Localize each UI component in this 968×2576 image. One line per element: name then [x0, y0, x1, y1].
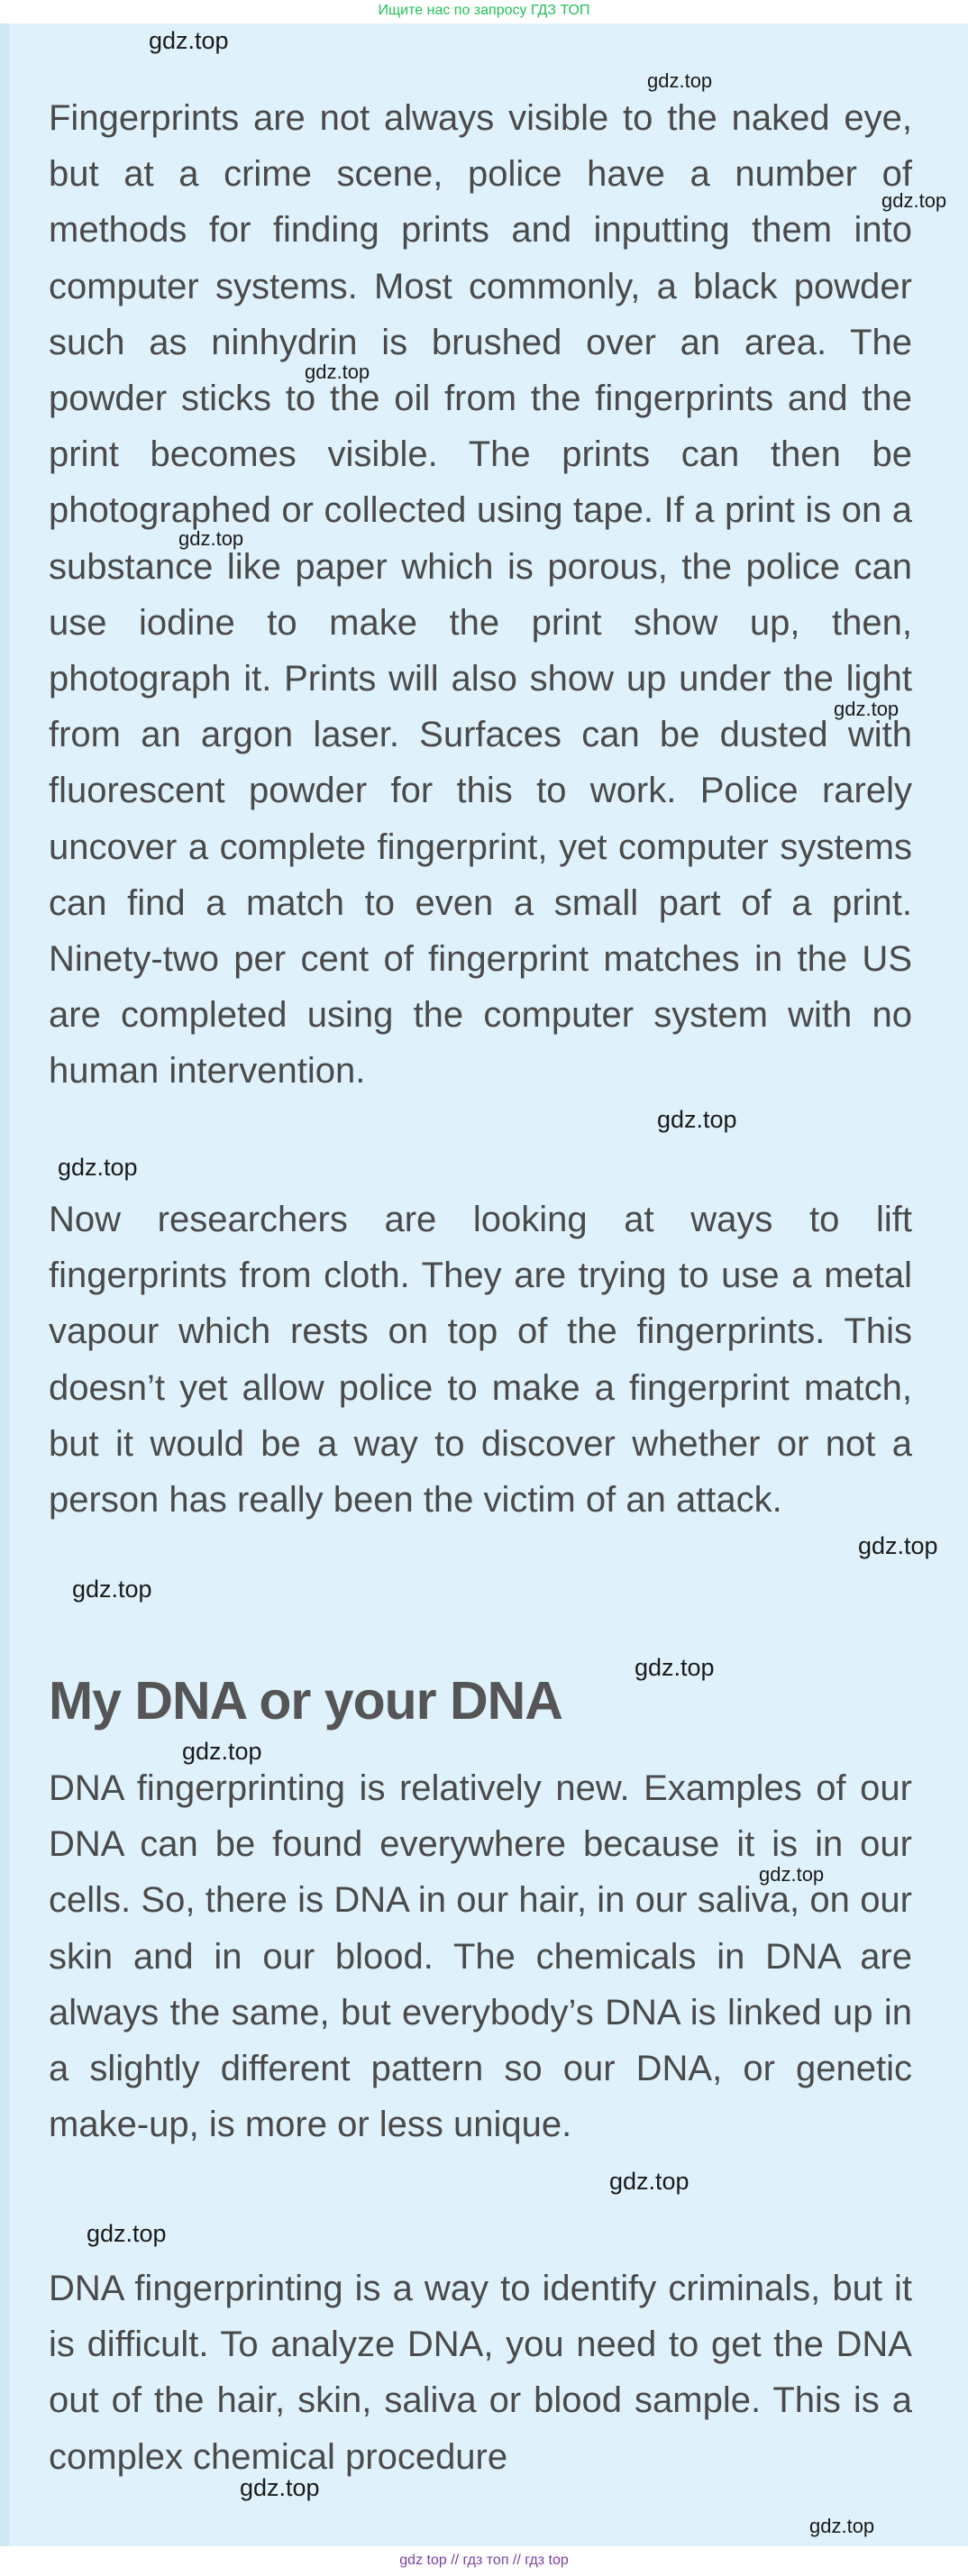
watermark: gdz.top — [149, 27, 229, 54]
watermark: gdz.top — [809, 2515, 875, 2537]
watermark: gdz.top — [609, 2168, 689, 2195]
watermark: gdz.top — [182, 1738, 262, 1765]
watermark: gdz.top — [178, 527, 244, 550]
watermark: gdz.top — [834, 698, 900, 720]
paragraph-text: Fingerprints are not always visible to the naked eye, but at a crime scene, police have a number of methods for finding prints and inputting them into computer systems. Most commonly, a black powder such as ninhydrin is brushed over an area. The powder sticks to the oil from the fingerprints and the print becomes visible. The prints can then be photographed or collected using tape. If a print is on a substance like paper which is porous, the police can use iodine to make the print show up, then, photograph it. Prints will also show up under the light from an argon laser. Surfaces can be dusted with fluorescent powder for this to work. Police rarely uncover a complete fingerprint, yet computer systems can find a match to even a small part of a print. Ninety-two per cent of fingerprint matches in the US are completed using the computer system with no human intervention. — [49, 98, 912, 1092]
watermark: gdz.top — [858, 1532, 938, 1559]
watermark: gdz.top — [657, 1106, 737, 1133]
paragraph-fingerprint-methods — [49, 90, 912, 1100]
paragraph-text: Now researchers are looking at ways to lift fingerprints from cloth. They are trying to use a metal vapour which rests on top of the fingerprints. This doesn’t yet allow police to make a fingerprint match, but it would be a way to discover whether or not a person has really been the victim of an attack. — [49, 1200, 912, 1521]
watermark: gdz.top — [647, 69, 713, 92]
bottom-banner[interactable]: gdz top // гдз топ // гдз top — [0, 2546, 968, 2576]
page-edge — [0, 23, 9, 2546]
watermark: gdz.top — [881, 189, 947, 212]
paragraph-cloth-research — [49, 1192, 912, 1528]
top-banner[interactable]: Ищите нас по запросу ГДЗ ТОП — [0, 0, 968, 23]
watermark: gdz.top — [87, 2220, 167, 2247]
watermark: gdz.top — [240, 2474, 320, 2501]
watermark: gdz.top — [72, 1576, 152, 1603]
paragraph-text: DNA fingerprinting is relatively new. Examples of our DNA can be found everywhere because it is in our cells. So, there is DNA in our hair, in our saliva, on our skin and in our blood. The chemicals in DNA are always the same, but everybody’s DNA is linked up in a slightly different pattern so our DNA, or genetic make-up, is more or less unique. — [49, 1768, 912, 2145]
watermark: gdz.top — [58, 1154, 138, 1181]
paragraph-dna-difficulty — [49, 2261, 912, 2485]
section-heading: My DNA or your DNA — [49, 1671, 562, 1731]
paragraph-text: DNA fingerprinting is a way to identify criminals, but it is difficult. To analyze DNA, you need to get the DNA out of the hair, skin, saliva or blood sample. This is a complex chemical procedure — [49, 2269, 912, 2477]
watermark: gdz.top — [759, 1863, 825, 1886]
watermark: gdz.top — [305, 361, 370, 383]
watermark: gdz.top — [635, 1654, 715, 1681]
paragraph-dna-intro — [49, 1760, 912, 2152]
